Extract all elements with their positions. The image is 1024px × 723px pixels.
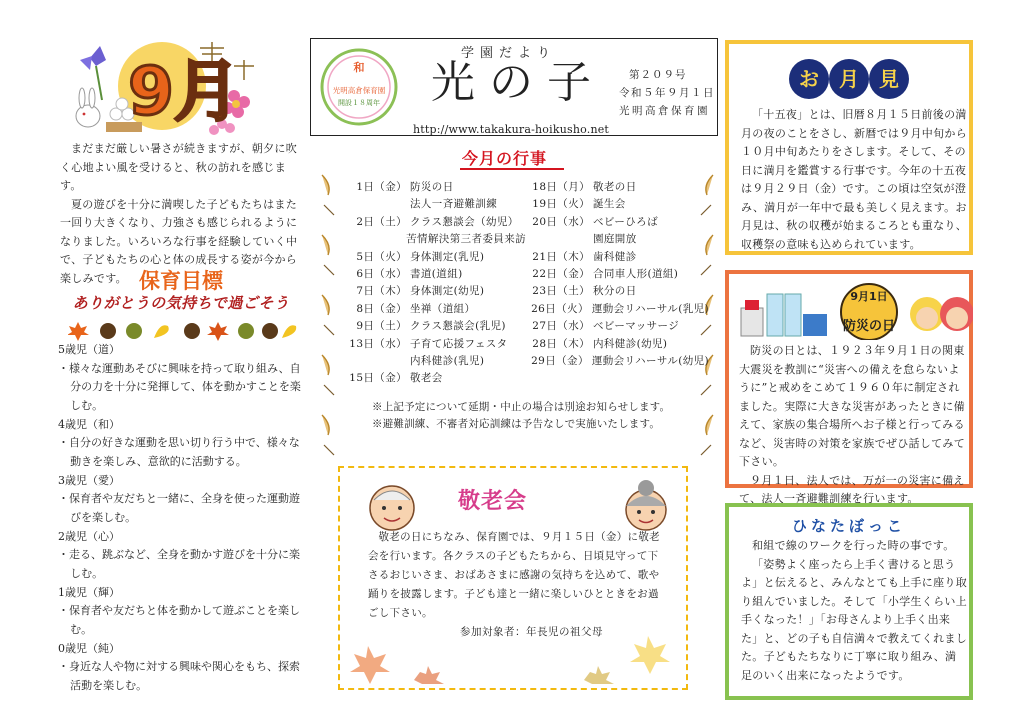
event-name: 合同車人形(道組) xyxy=(593,268,679,281)
hinatabokko-paragraph-2: 「姿勢よく座ったら上手く書けると思うよ」と伝えると、みんなとても上手に座り取り組んでいました。そして「小学生くらい上手くなった！」「お母さんより上手く出来た」と、どの子も自信満々で教えてくれました。子どもたちなりに丁寧に取り組み、満足のいく出来になったようです。 xyxy=(741,557,967,682)
event-row xyxy=(336,318,526,335)
newsletter-title: 光の子 xyxy=(431,57,605,108)
events-notes xyxy=(372,399,670,433)
hinatabokko-box xyxy=(725,503,973,700)
goal-age: 0歳児（純） xyxy=(58,641,120,655)
event-name: ベビーひろば xyxy=(593,215,658,228)
keirokai-text: 敬老の日にちなみ、保育園では、９月１５日（金）に敬老会を行います。各クラスの子どもたちから、日頃見守って下さるおじいさま、おばあさまに感謝の気持ちを込めて、歌や踊りを披露します。子ども達と一緒に楽しいひとときをお過ごし下さい。 xyxy=(368,531,660,619)
goal-age: 3歳児（愛） xyxy=(58,473,120,487)
event-day: 29日（金） xyxy=(531,355,589,368)
event-day: 13日（水） xyxy=(349,337,407,350)
keirokai-title: 敬老会 xyxy=(458,489,528,514)
event-row xyxy=(336,336,526,353)
goal-subtitle: ありがとうの気持ちで過ごそう xyxy=(72,294,290,312)
disaster-day-paragraph-1: 防災の日とは、１９２３年９月１日の関東大震災を教訓に“災害への備えを怠らないように”と戒めをこめて１９６０年に制定されました。実際に大きな災害があったときに備えて、家族の集合場所へお子様と行ってみるなど、災害時の対策を家族でぜひ話してみて下さい。 xyxy=(739,344,965,468)
goal-text: ・様々な運動あそびに興味を持って取り組み、自分の力を十分に発揮して、体を動かすことを楽しむ。 xyxy=(58,361,301,412)
event-row xyxy=(519,214,709,231)
event-row xyxy=(336,231,526,248)
ginkgo-leaf-icon xyxy=(154,325,169,338)
event-day: 26日（火） xyxy=(531,302,589,315)
event-row xyxy=(519,301,709,318)
event-day xyxy=(336,353,410,370)
event-name: 防災の日 xyxy=(410,181,454,193)
events-note: ※上記予定について延期・中止の場合は別途お知らせします。 xyxy=(372,401,671,413)
event-day: 20日（水） xyxy=(532,215,590,228)
grandmother-illustration xyxy=(616,478,676,534)
event-day: 8日（金） xyxy=(356,302,407,315)
events-column-b xyxy=(519,179,709,370)
keirokai-target: 参加対象者：年長児の祖父母 xyxy=(460,626,603,638)
event-day: 19日（火） xyxy=(532,198,590,211)
event-row xyxy=(519,283,709,300)
month-header-illustration xyxy=(62,30,258,138)
event-name: 敬老会 xyxy=(410,372,443,385)
chestnut-icon xyxy=(262,323,278,339)
newsletter-subtitle: 学園だより xyxy=(461,46,557,61)
event-row xyxy=(519,179,709,196)
event-name: 苦情解決第三者委員来訪 xyxy=(406,233,526,246)
event-name: 歯科健診 xyxy=(593,250,637,263)
event-name: 内科健診(幼児) xyxy=(593,337,668,350)
event-row xyxy=(336,196,526,213)
event-day: 9日（土） xyxy=(356,320,407,333)
event-day: 23日（土） xyxy=(532,285,590,298)
goal-text: ・身近な人や物に対する興味や関心をもち、探索活動を楽しむ。 xyxy=(58,660,300,692)
svg-text:和: 和 xyxy=(353,61,365,74)
disaster-day-text xyxy=(739,342,969,509)
event-row xyxy=(336,301,526,318)
event-day xyxy=(336,231,406,248)
event-day: 7日（木） xyxy=(356,285,407,298)
intro-paragraph-1: まだまだ厳しい暑さが続きますが、朝夕に吹く心地よい風を受けると、秋の訪れを感じます。 xyxy=(60,142,297,192)
disaster-day-badge-date: 9月1日 xyxy=(850,290,888,303)
event-name: ベビーマッサージ xyxy=(593,320,680,333)
event-row xyxy=(336,179,526,196)
acorn-icon xyxy=(238,323,254,339)
hinatabokko-text xyxy=(741,537,967,685)
disaster-day-badge-title: 防災の日 xyxy=(842,319,896,334)
event-day xyxy=(336,196,410,213)
ginkgo-leaf-icon xyxy=(282,325,296,338)
hinatabokko-paragraph-1: 和組で線のワークを行った時の事です。 xyxy=(752,539,955,552)
event-row xyxy=(336,370,526,387)
masthead xyxy=(310,38,718,136)
event-name: 誕生会 xyxy=(593,198,626,211)
disaster-day-illustration xyxy=(737,280,973,340)
event-name: クラス懇談会（幼児） xyxy=(410,215,519,228)
event-day: 18日（月） xyxy=(532,181,590,193)
event-row xyxy=(336,353,526,370)
issue-number: 第２０９号 xyxy=(629,69,687,81)
moon-viewing-box xyxy=(725,40,973,255)
issue-date: 令和５年９月１日 xyxy=(619,87,715,99)
autumn-leaf-row-decoration xyxy=(68,320,298,342)
event-name: 身体測定(幼児) xyxy=(410,285,485,298)
event-day: 5日（火） xyxy=(356,250,407,263)
month-title: 9月 xyxy=(128,53,240,130)
event-day xyxy=(519,231,593,248)
organization-name: 光明高倉保育園 xyxy=(619,105,710,117)
event-name: 敬老の日 xyxy=(593,181,637,193)
event-row xyxy=(519,353,709,370)
event-row xyxy=(519,196,709,213)
event-day: 1日（金） xyxy=(356,181,407,193)
hinatabokko-title: ひなたぼっこ xyxy=(791,517,906,535)
event-name: 運動会リハーサル(乳児) xyxy=(591,302,709,315)
grandfather-illustration xyxy=(362,478,422,534)
event-day: 15日（金） xyxy=(349,372,407,385)
event-name: 身体測定(乳児) xyxy=(410,250,485,263)
event-name: クラス懇談会(乳児) xyxy=(410,320,506,333)
event-day: 2日（土） xyxy=(356,215,407,228)
disaster-day-box xyxy=(725,270,973,505)
svg-text:開設１８周年: 開設１８周年 xyxy=(338,99,380,107)
chestnut-icon xyxy=(100,323,116,339)
event-row xyxy=(519,249,709,266)
events-column-a xyxy=(336,179,526,388)
event-name: 書道(道組) xyxy=(410,268,463,281)
goal-title: 保育目標 xyxy=(139,269,223,293)
anniversary-logo xyxy=(319,47,399,127)
event-row xyxy=(519,231,709,248)
goal-age: 5歳児（道） xyxy=(58,343,120,356)
events-note: ※避難訓練、不審者対応訓練は予告なしで実施いたします。 xyxy=(372,418,661,431)
event-day: 21日（木） xyxy=(532,250,590,263)
maple-leaf-icon xyxy=(68,322,89,341)
event-row xyxy=(336,214,526,231)
event-day: 6日（水） xyxy=(356,268,407,281)
event-name: 運動会リハーサル(幼児) xyxy=(591,355,709,368)
event-row xyxy=(336,249,526,266)
goal-text: ・保育者や友だちと一緒に、全身を使った運動遊びを楽しむ。 xyxy=(58,492,300,524)
event-name: 内科健診(乳児) xyxy=(410,355,485,368)
events-title: 今月の行事 xyxy=(462,149,548,168)
moon-viewing-title xyxy=(784,54,914,104)
event-row xyxy=(519,318,709,335)
goal-age: 1歳児（輝） xyxy=(58,585,120,599)
event-row xyxy=(336,266,526,283)
goal-age: 4歳児（和） xyxy=(58,417,120,431)
disaster-day-paragraph-2: ９月１日、法人では、万が一の災害に備えて、法人一斉避難訓練を行います。 xyxy=(739,473,965,505)
acorn-icon xyxy=(126,323,142,339)
event-day: 28日（木） xyxy=(532,337,590,350)
goal-text: ・保育者や友だちと体を動かして遊ぶことを楽しむ。 xyxy=(58,604,300,636)
event-day: 22日（金） xyxy=(532,268,590,281)
event-name: 法人一斉避難訓練 xyxy=(410,198,498,211)
event-name: 坐禅（道組） xyxy=(410,302,476,315)
event-row xyxy=(336,283,526,300)
events-title-underline xyxy=(460,168,564,170)
event-name: 秋分の日 xyxy=(593,285,637,298)
website-url: http://www.takakura-hoikusho.net xyxy=(413,123,610,136)
goal-text: ・自分の好きな運動を思い切り行う中で、様々な動きを楽しみ、意欲的に活動する。 xyxy=(58,436,300,468)
event-day: 27日（水） xyxy=(532,320,590,333)
intro-paragraph-2: 夏の遊びを十分に満喫した子どもたちはまた一回り大きくなり、力強さも感じられるようになりました。いろいろな行事を経験していく中で、子どもたちの心と体の成長する姿が今から楽しみです。 xyxy=(60,197,298,285)
goal-text: ・走る、跳ぶなど、全身を動かす遊びを十分に楽しむ。 xyxy=(58,548,300,580)
moon-viewing-text: 「十五夜」とは、旧暦８月１５日前後の満月の夜のことをさし、新暦では９月中旬から１０月中旬あたりをさします。そして、その日に満月を鑑賞する行事です。今年の十五夜は９月２９日（金）です。この頃は空気が澄み、満月が一年中で最も美しく見えます。お月見は、秋の収穫が始まるころとも重なり、収穫祭の意味も込められています。 xyxy=(741,108,967,251)
svg-text:月: 月 xyxy=(839,67,859,91)
keirokai-box xyxy=(338,466,688,690)
event-name: 子育て応援フェスタ xyxy=(410,337,508,350)
chestnut-icon xyxy=(184,323,200,339)
event-name: 園庭開放 xyxy=(593,233,637,246)
svg-text:お: お xyxy=(799,67,819,91)
svg-text:光明高倉保育園: 光明高倉保育園 xyxy=(332,86,386,95)
event-row xyxy=(519,266,709,283)
event-row xyxy=(519,336,709,353)
goals-list xyxy=(58,341,306,696)
goal-age: 2歳児（心） xyxy=(58,529,120,543)
svg-text:見: 見 xyxy=(879,67,899,91)
maple-leaf-icon xyxy=(207,322,229,341)
